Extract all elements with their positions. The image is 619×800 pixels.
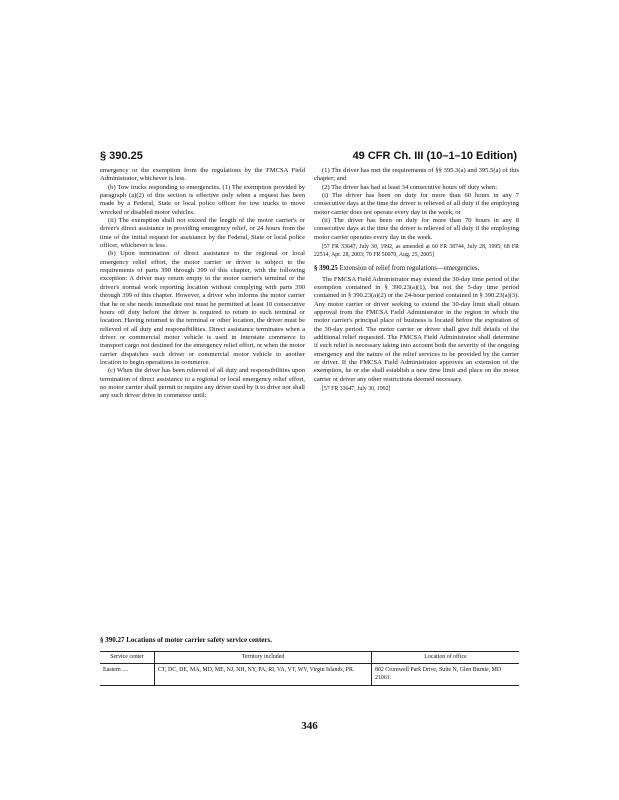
paragraph: (b) Upon termination of direct assistance to the regional or local emergency relief effort, the motor carrier or driver is subject to the requirements of parts 390 through 399 of this chapter, with the following exception: A driver may return empty to the motor carrier's terminal or the driver's normal work reporting location without complying with parts 390 through 399 of this chapter. However, a driver who informs the motor carrier that he or she needs immediate rest must be permitted at least 10 consecutive hours off duty before the driver is required to return to such terminal or location. Having returned to the terminal or other location, the driver must be relieved of all duty and responsibilities. Direct assistance terminates when a driver or commercial motor vehicle is used in interstate commerce to transport cargo not destined for the emergency relief effort, or when the motor carrier dispatches such driver or commercial motor vehicle to another location to begin operations in commerce. [100,250,305,366]
table-header-row [100,652,519,664]
right-column [314,167,519,394]
paragraph: (ii) The exemption shall not exceed the length of the motor carrier's or driver's direct assistance in providing emergency relief, or 24 hours from the time of the initial request for assistance by the Federal, State or local police officer, whichever is less. [100,217,305,250]
column-header: Service center [100,652,155,664]
paragraph: (2) The driver has had at least 34 consecutive hours off duty when: [322,183,498,191]
paragraph: (b) Tow trucks responding to emergencies. (1) The exemption provided by paragraph (a)(2) of this section is effective only when a request has been made by a Federal, State or local police officer for tow trucks to move wrecked or disabled motor vehicles. [100,183,305,216]
paragraph: (i) The driver has been on duty for more than 60 hours in any 7 consecutive days at the time the driver is relieved of all duty if the employing motor carrier does not operate every day in the week, or [314,192,519,216]
table-row [100,664,519,686]
column-header: Location of office [372,652,520,664]
section-body: The FMCSA Field Administrator may extend the 30-day time period of the exemption contained in § 390.23(a)(1), but not the 5-day time period contained in § 390.23(a)(2) or the 24-hour period contained in § 390.23(a)(3). Any motor carrier or driver seeking to extend the 30-day limit shall obtain approval from the FMCSA Field Administrator in the region in which the motor carrier's principal place of business is located before the expiration of the 30-day period. The motor carrier or driver shall give full details of the additional relief requested. The FMCSA Field Administrator shall determine if such relief is necessary taking into account both the severity of the ongoing emergency and the nature of the relief services to be provided by the carrier or driver. If the FMCSA Field Administrator approves an extension of the exemption, he or she shall establish a new time limit and place on the motor carrier or driver any other restrictions deemed necessary. [314,275,519,383]
service-center-table [100,651,519,686]
section-number: § 390.25 [314,265,338,273]
section-title: Extension of relief from regulations—emergencies. [339,265,480,273]
table-cell: CT, DC, DE, MA, MD, ME, NJ, NH, NY, PA, RI, VA, VT, WV, Virgin Islands, PR. [155,664,372,686]
section-header: § 390.25 [100,150,143,162]
left-column [100,167,305,401]
section-heading-390-27: § 390.27 Locations of motor carrier safety service centers. [100,636,272,644]
paragraph: (ii) The driver has been on duty for more than 70 hours in any 8 consecutive days at the time the driver is relieved of all duty if the employing motor carrier operates every day in the week. [314,217,519,241]
citation: [57 FR 33647, July 30, 1992] [322,386,391,393]
section-heading-390-25 [314,265,519,273]
paragraph: (c) When the driver has been relieved of all duty and responsibilities upon termination of direct assistance to a regional or local emergency relief effort, no motor carrier shall permit or require any driver used by it to drive nor shall any such driver drive in commerce until: [100,367,305,400]
table-cell: 802 Cromwell Park Drive, Suite N, Glen Burnie, MD 21061. [372,664,520,686]
paragraph: emergency or the exemption from the regulations by the FMCSA Field Administrator, whichever is less. [100,167,305,183]
paragraph: (1) The driver has met the requirements of §§ 395.3(a) and 395.5(a) of this chapter; and [314,167,519,183]
title-header: 49 CFR Ch. III (10–1–10 Edition) [352,150,517,162]
column-header: Territory included [155,652,372,664]
page-number: 346 [301,720,318,732]
citation: [57 FR 33647, July 30, 1992, as amended at 60 FR 38744, July 28, 1995; 68 FR 22514, Apr. 28, 2003; 70 FR 50070, Aug. 25, 2005] [314,244,519,258]
table-cell: Eastern .... [100,664,155,686]
